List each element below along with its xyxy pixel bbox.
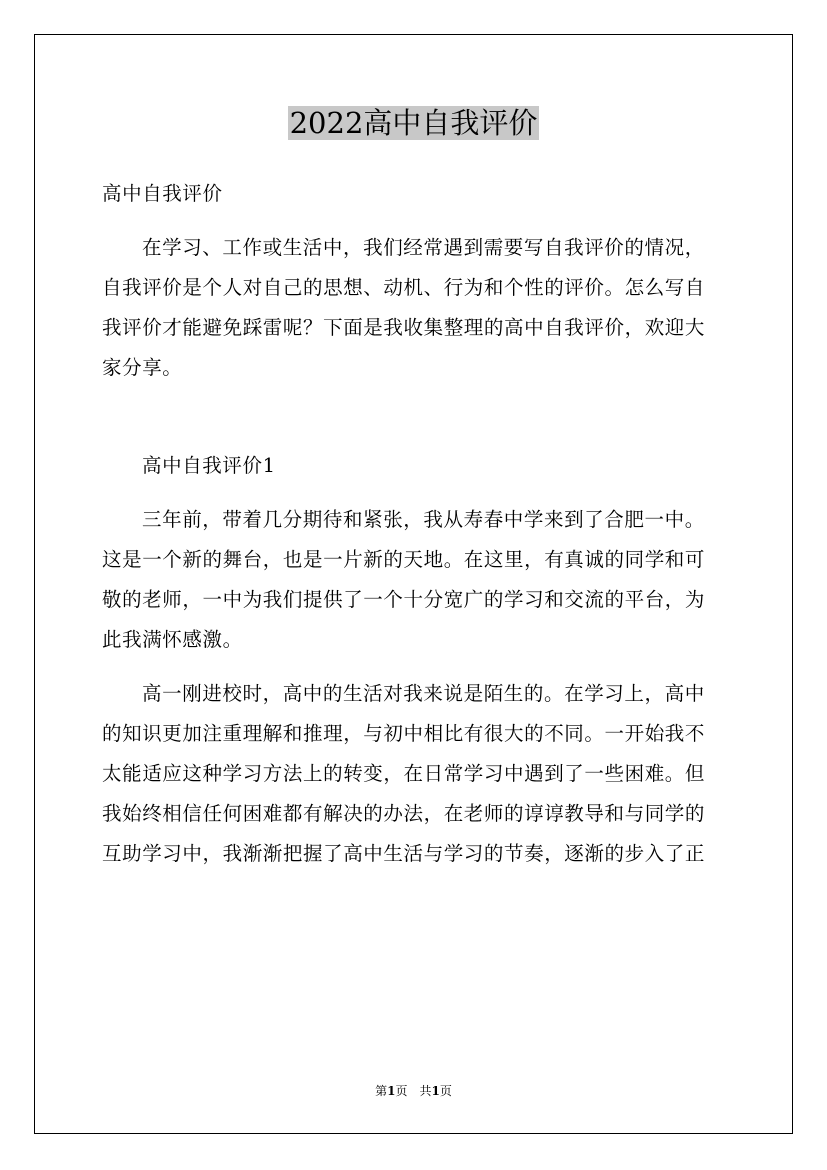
paragraph-line: 这是一个新的舞台，也是一片新的天地。在这里，有真诚的同学和可 bbox=[102, 548, 706, 571]
document-title-text: 2022高中自我评价 bbox=[289, 106, 538, 140]
paragraph-line: 我评价才能避免踩雷呢？下面是我收集整理的高中自我评价，欢迎大 bbox=[102, 316, 706, 339]
paragraph-line: 敬的老师，一中为我们提供了一个十分宽广的学习和交流的平台，为 bbox=[102, 588, 706, 611]
footer-current-page: 1 bbox=[387, 1084, 396, 1098]
footer-prefix: 第 bbox=[375, 1084, 388, 1098]
footer-total-pages: 1 bbox=[431, 1084, 440, 1098]
body-paragraph-2 bbox=[102, 674, 726, 874]
paragraph-line: 在学习、工作或生活中，我们经常遇到需要写自我评价的情况， bbox=[142, 236, 705, 259]
section-heading: 高中自我评价1 bbox=[142, 454, 276, 477]
paragraph-line: 我始终相信任何困难都有解决的办法，在老师的谆谆教导和与同学的 bbox=[102, 802, 706, 825]
paragraph-line: 自我评价是个人对自己的思想、动机、行为和个性的评价。怎么写自 bbox=[102, 276, 706, 299]
paragraph-line: 太能适应这种学习方法上的转变，在日常学习中遇到了一些困难。但 bbox=[102, 762, 706, 785]
document-title bbox=[0, 103, 827, 143]
body-paragraph-1 bbox=[102, 500, 726, 660]
paragraph-line: 的知识更加注重理解和推理，与初中相比有很大的不同。一开始我不 bbox=[102, 722, 706, 745]
page-footer bbox=[0, 1081, 827, 1101]
paragraph-line: 家分享。 bbox=[102, 356, 183, 379]
paragraph-line: 此我满怀感激。 bbox=[102, 628, 243, 651]
document-body bbox=[102, 174, 726, 888]
document-subtitle: 高中自我评价 bbox=[102, 182, 223, 205]
paragraph-line: 三年前，带着几分期待和紧张，我从寿春中学来到了合肥一中。 bbox=[142, 508, 705, 531]
footer-mid: 页 共 bbox=[395, 1084, 432, 1098]
footer-suffix: 页 bbox=[439, 1084, 452, 1098]
intro-paragraph bbox=[102, 228, 726, 388]
paragraph-line: 互助学习中，我渐渐把握了高中生活与学习的节奏，逐渐的步入了正 bbox=[102, 842, 706, 865]
paragraph-line: 高一刚进校时，高中的生活对我来说是陌生的。在学习上，高中 bbox=[142, 682, 705, 705]
